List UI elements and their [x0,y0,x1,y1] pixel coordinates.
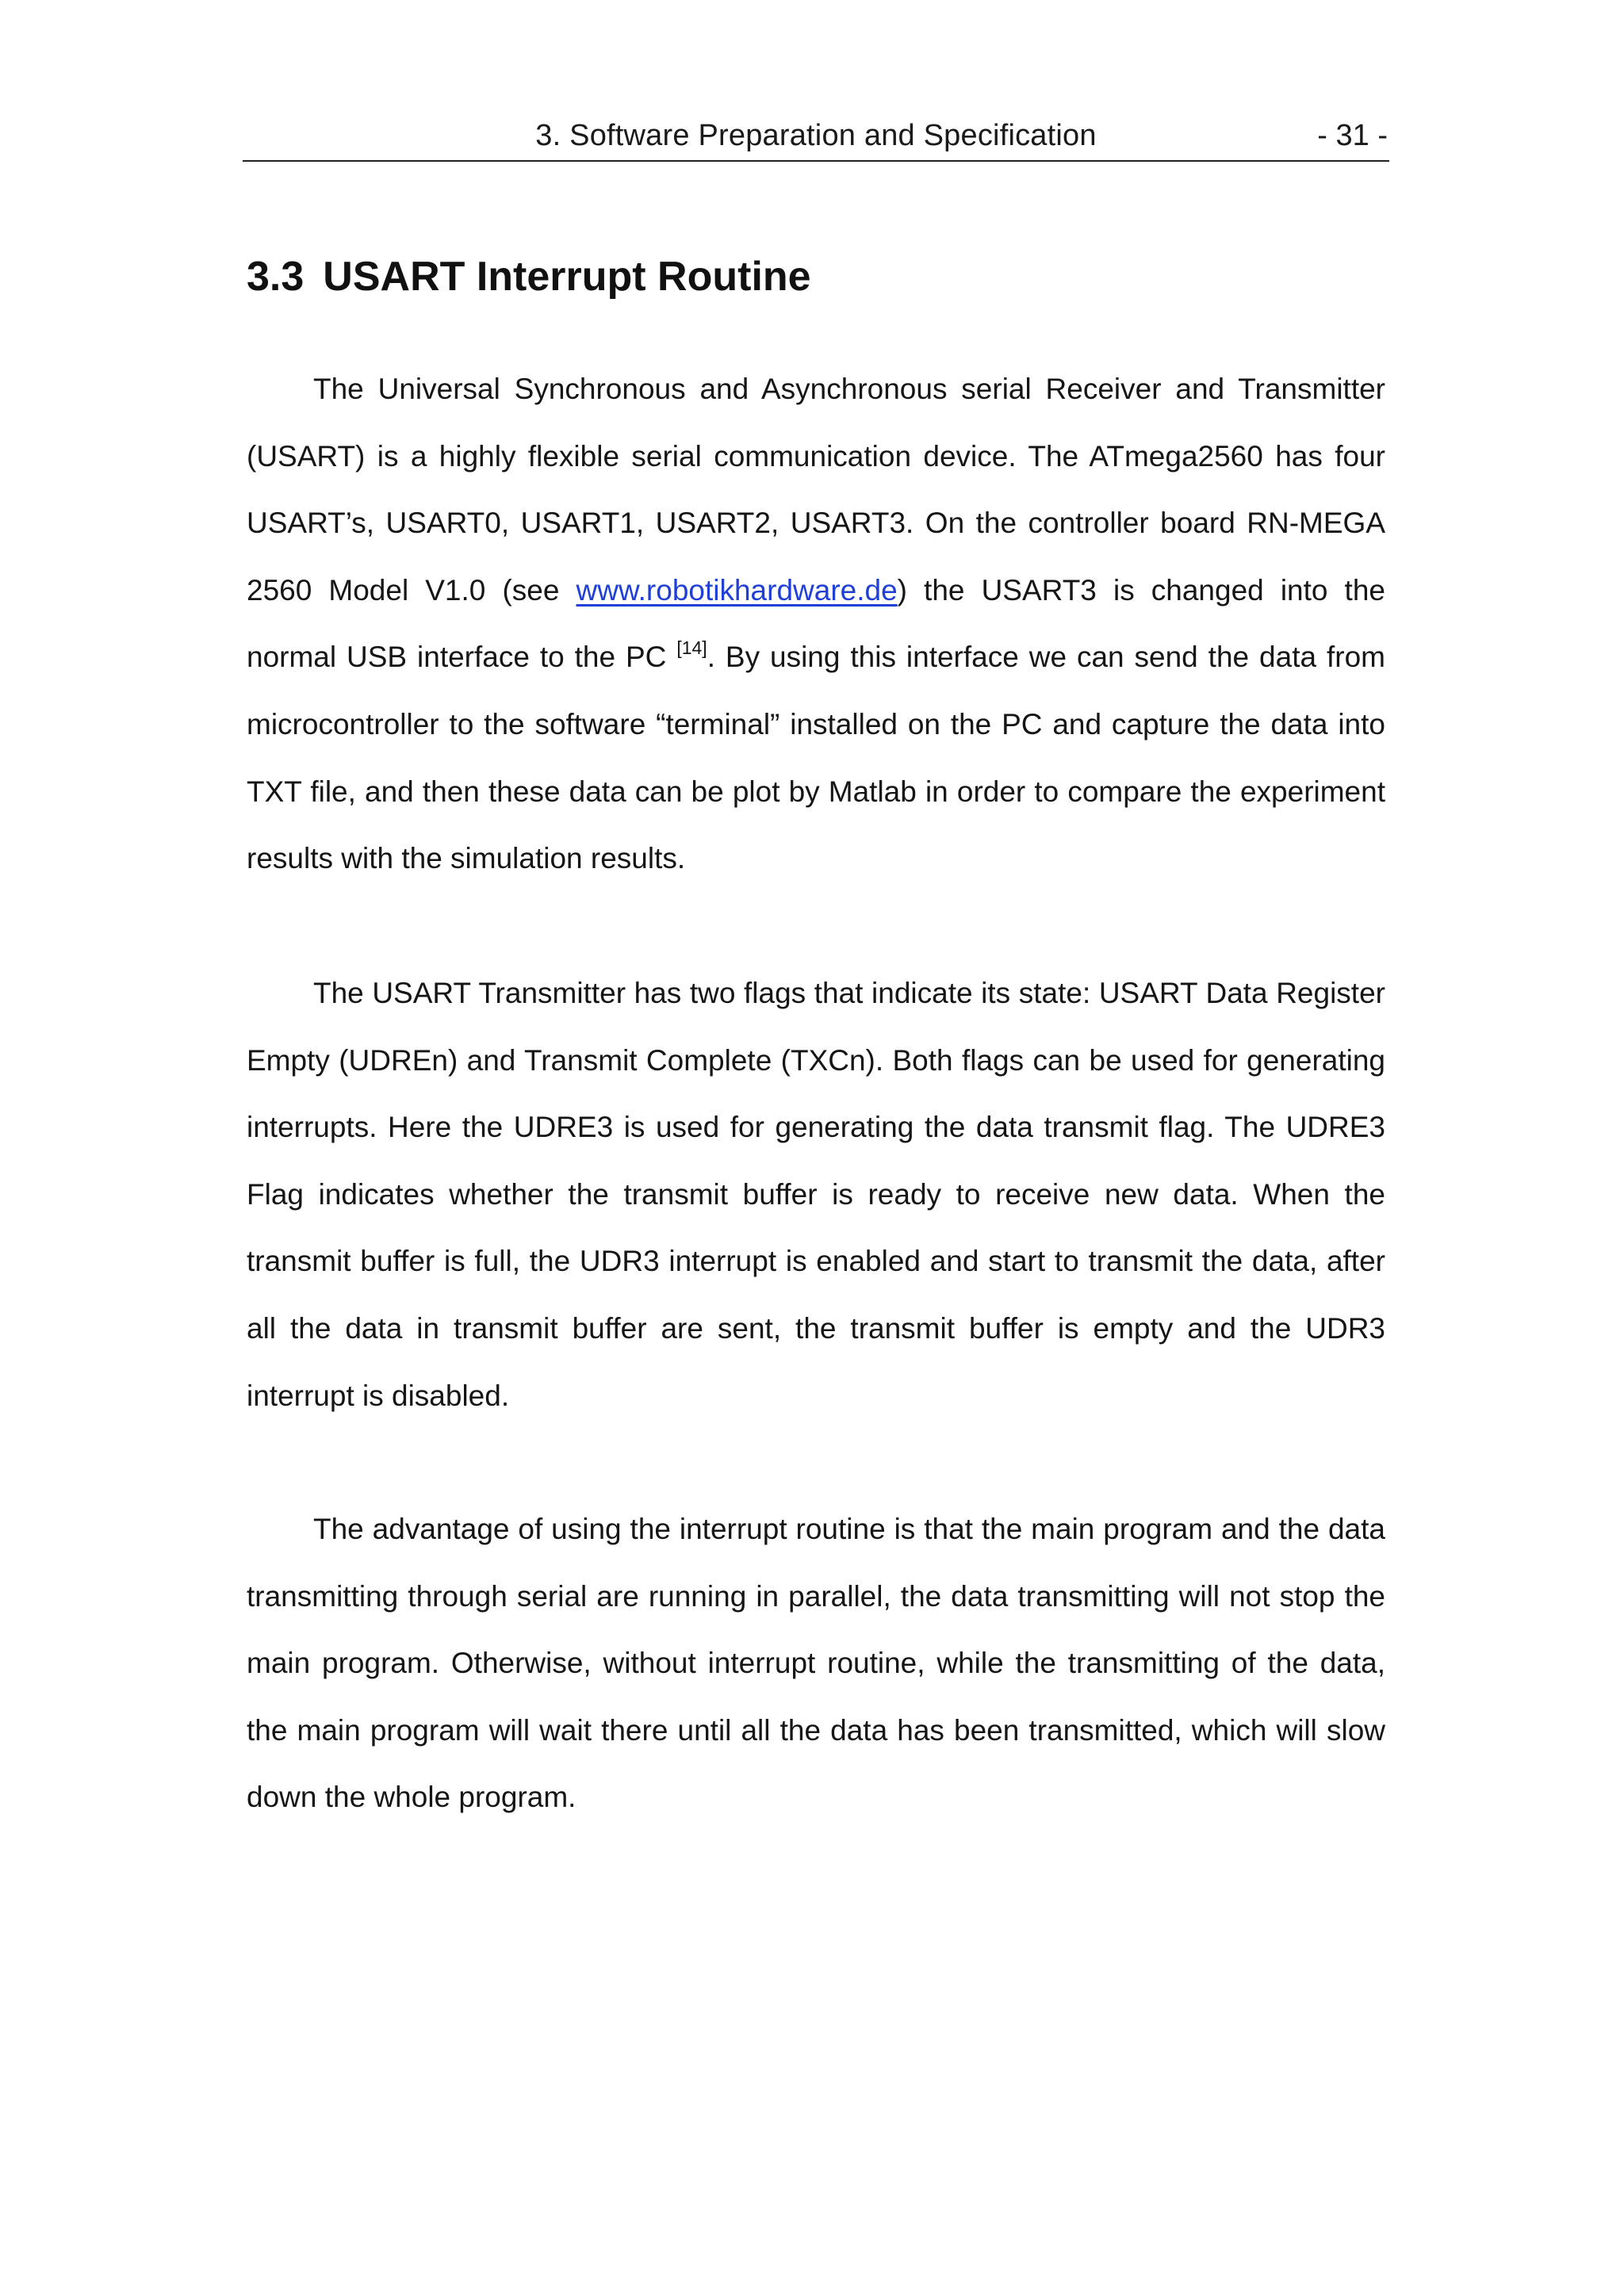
section-heading [247,249,811,304]
paragraph-text-after-citation: . By using this interface we can send the data from microcontroller to the software “terminal” installed on the PC and capture the data into TXT file, and then these data can be plot by Matlab in order to compare the experiment results with the simulation results. [247,641,1385,875]
section-title: USART Interrupt Routine [323,254,811,300]
page-number: - 31 - [1317,119,1388,152]
section-number: 3.3 [247,254,304,300]
paragraph-usart-transmitter-flags: The USART Transmitter has two flags that indicate its state: USART Data Register Empty (UDREn) and Transmit Complete (TXCn). Both flags can be used for generating interrupts. Here the UDRE3 is used for generating the data transmit flag. The UDRE3 Flag indicates whether the transmit buffer is ready to receive new data. When the transmit buffer is full, the UDR3 interrupt is enabled and start to transmit the data, after all the data in transmit buffer are sent, the transmit buffer is empty and the UDR3 interrupt is disabled. [247,977,1385,1412]
paragraph-text-after-link: ) the USART3 is changed into the normal USB interface to the PC [247,573,1385,674]
paragraph-text-before-link: The Universal Synchronous and Asynchronous serial Receiver and Transmitter (USART) is a highly flexible serial communication device. The ATmega2560 has four USART’s, USART0, USART1, USART2, USART3. On the controller board RN-MEGA 2560 Model V1.0 (see [247,373,1385,607]
robotikhardware-link[interactable]: www.robotikhardware.de [576,573,898,607]
citation-reference: [14] [676,637,707,659]
paragraph-interrupt-advantage: The advantage of using the interrupt routine is that the main program and the data transmitting through serial are running in parallel, the data transmitting will not stop the main program. Otherwise, without interrupt routine, while the transmitting of the data, the main program will wait there until all the data has been transmitted, which will slow down the whole program. [247,1513,1385,1814]
chapter-title: 3. Software Preparation and Specification [535,119,1097,152]
paragraph-usart-intro [247,356,1385,893]
running-header [243,111,1389,162]
